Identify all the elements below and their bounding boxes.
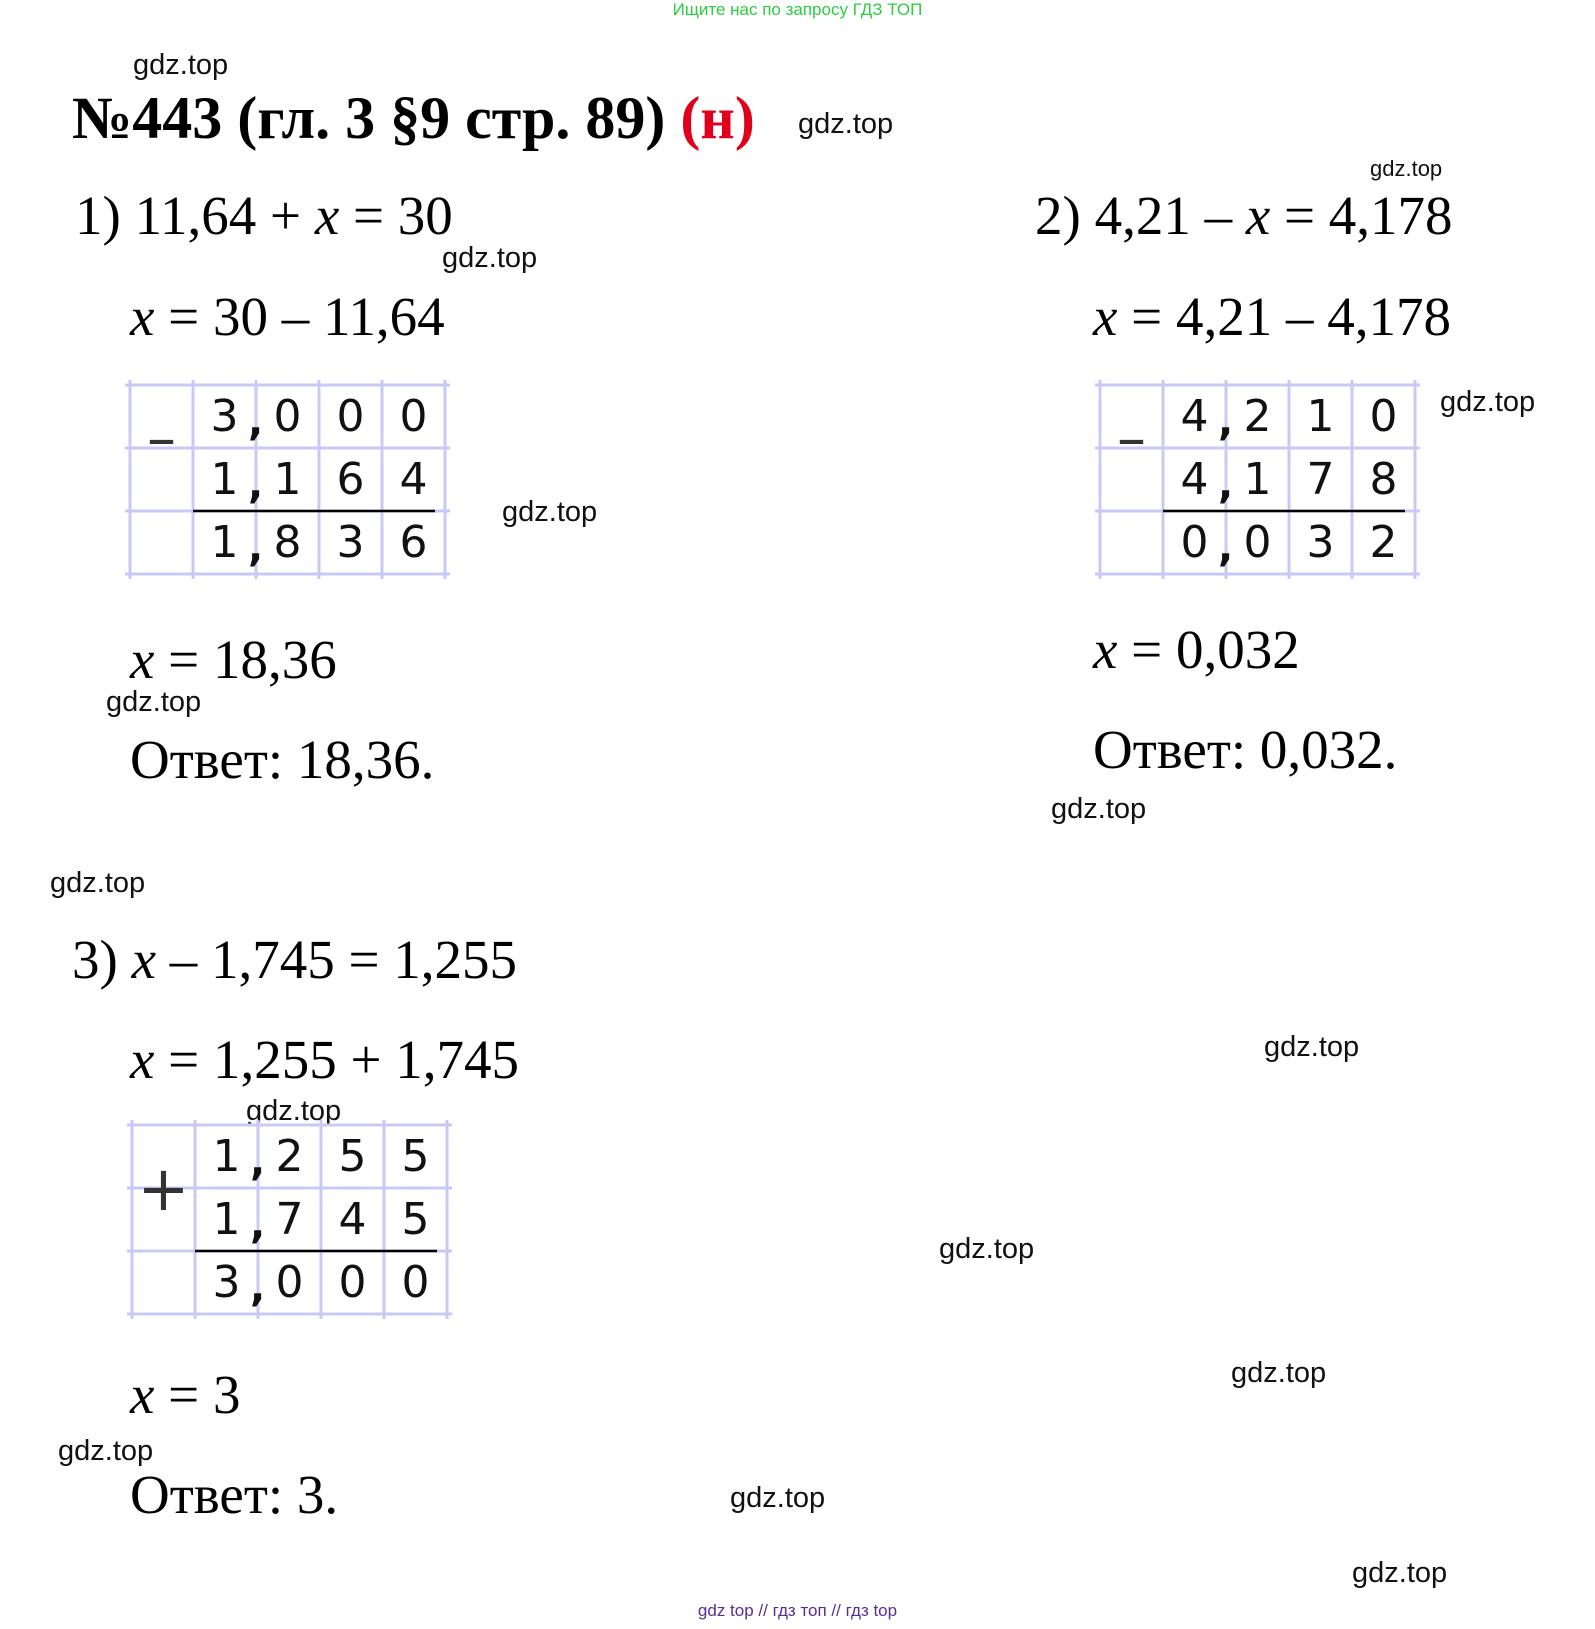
- digit-cell: 3: [336, 517, 365, 568]
- digit-cell: 6: [399, 517, 428, 568]
- digit-cell: 5: [401, 1194, 430, 1245]
- digit-cell: 7: [1306, 454, 1335, 505]
- watermark: gdz.top: [1440, 386, 1536, 418]
- watermark: gdz.top: [106, 686, 202, 718]
- p2-column-subtraction: [1100, 385, 1415, 574]
- top-banner: Ищите нас по запросу ГДЗ ТОП: [672, 0, 923, 19]
- digit-cell: 0: [1180, 517, 1209, 568]
- watermark: gdz.top: [442, 242, 538, 274]
- digit-cell: 4: [1180, 391, 1209, 442]
- digit-cell: 3: [1306, 517, 1335, 568]
- digit-cell: 3: [212, 1257, 241, 1308]
- watermark: gdz.top: [1264, 1031, 1360, 1063]
- title-text: №443 (гл. 3 §9 стр. 89): [72, 85, 666, 151]
- decimal-comma: ,: [250, 1265, 266, 1311]
- p2-answer: Ответ: 0,032.: [1093, 719, 1398, 780]
- digit-cell: 0: [338, 1257, 367, 1308]
- p1-step: x = 30 – 11,64: [130, 286, 445, 347]
- digit-cell: 2: [1243, 391, 1272, 442]
- watermark: gdz.top: [133, 49, 229, 81]
- digit-cell: 0: [1243, 517, 1272, 568]
- digit-cell: 0: [273, 391, 302, 442]
- digit-cell: 0: [401, 1257, 430, 1308]
- digit-cell: 0: [399, 391, 428, 442]
- digit-cell: 1: [273, 454, 302, 505]
- decimal-comma: ,: [250, 1202, 266, 1248]
- digit-cell: 8: [1369, 454, 1398, 505]
- watermark: gdz.top: [1231, 1357, 1327, 1389]
- decimal-comma: ,: [1218, 399, 1234, 445]
- p1-answer: Ответ: 18,36.: [130, 729, 435, 790]
- p1-result: x = 18,36: [130, 629, 337, 690]
- operation-sign: +: [137, 1151, 190, 1225]
- decimal-comma: ,: [248, 525, 264, 571]
- operation-sign: –: [147, 404, 176, 473]
- digit-cell: 2: [1369, 517, 1398, 568]
- p1-column-subtraction: [130, 385, 445, 574]
- decimal-comma: ,: [250, 1139, 266, 1185]
- digit-cell: 8: [273, 517, 302, 568]
- digit-cell: 1: [212, 1131, 241, 1182]
- watermark: gdz.top: [1051, 793, 1147, 825]
- p2-equation: 2) 4,21 – x = 4,178: [1035, 185, 1453, 246]
- title-mark: (н): [680, 85, 755, 151]
- p3-column-addition: [132, 1125, 447, 1314]
- digit-cell: 4: [338, 1194, 367, 1245]
- footer-links: gdz top // гдз топ // гдз top: [697, 1601, 898, 1620]
- digit-cell: 4: [1180, 454, 1209, 505]
- digit-cell: 7: [275, 1194, 304, 1245]
- watermark: gdz.top: [246, 1095, 342, 1127]
- watermark: gdz.top: [58, 1435, 154, 1467]
- watermark: gdz.top: [502, 496, 598, 528]
- p2-step: x = 4,21 – 4,178: [1093, 286, 1451, 347]
- digit-cell: 2: [275, 1131, 304, 1182]
- digit-cell: 1: [1306, 391, 1335, 442]
- digit-cell: 5: [338, 1131, 367, 1182]
- digit-cell: 0: [275, 1257, 304, 1308]
- digit-cell: 1: [212, 1194, 241, 1245]
- digit-cell: 0: [336, 391, 365, 442]
- watermark: gdz.top: [50, 867, 146, 899]
- p3-step: x = 1,255 + 1,745: [130, 1029, 519, 1090]
- page-title: [72, 84, 755, 153]
- decimal-comma: ,: [248, 399, 264, 445]
- watermark: gdz.top: [1370, 156, 1443, 181]
- digit-cell: 4: [399, 454, 428, 505]
- digit-cell: 3: [210, 391, 239, 442]
- p3-equation: 3) x – 1,745 = 1,255: [72, 929, 518, 990]
- operation-sign: –: [1117, 404, 1146, 473]
- digit-cell: 5: [401, 1131, 430, 1182]
- watermark: gdz.top: [798, 108, 894, 140]
- decimal-comma: ,: [1218, 525, 1234, 571]
- digit-cell: 1: [1243, 454, 1272, 505]
- digit-cell: 1: [210, 517, 239, 568]
- digit-cell: 0: [1369, 391, 1398, 442]
- p3-result: x = 3: [130, 1364, 241, 1425]
- digit-cell: 1: [210, 454, 239, 505]
- watermark: gdz.top: [939, 1233, 1035, 1265]
- decimal-comma: ,: [1218, 462, 1234, 508]
- p1-equation: 1) 11,64 + x = 30: [75, 185, 453, 246]
- watermark: gdz.top: [1352, 1557, 1448, 1589]
- watermark: gdz.top: [730, 1482, 826, 1514]
- p2-result: x = 0,032: [1093, 619, 1300, 680]
- digit-cell: 6: [336, 454, 365, 505]
- p3-answer: Ответ: 3.: [130, 1464, 339, 1525]
- decimal-comma: ,: [248, 462, 264, 508]
